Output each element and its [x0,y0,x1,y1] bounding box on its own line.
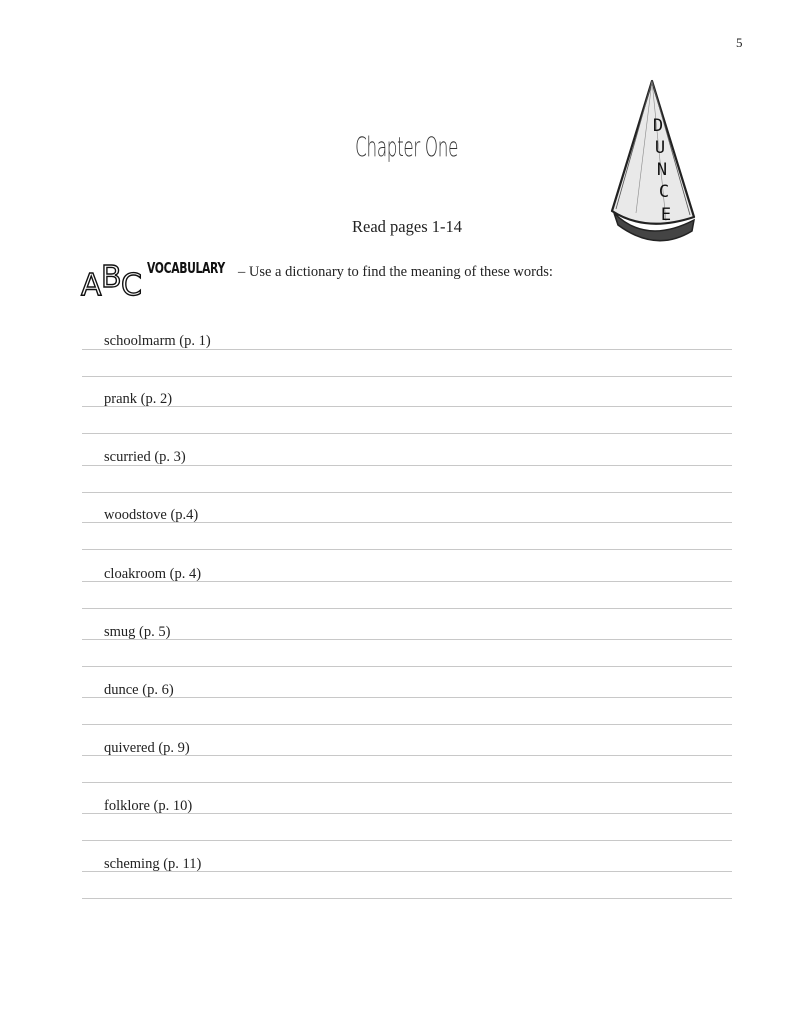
answer-line[interactable] [82,697,732,698]
vocabulary-instructions: – Use a dictionary to find the meaning of these words: [238,264,553,280]
answer-line[interactable] [82,492,732,493]
answer-line[interactable] [82,871,732,872]
vocabulary-word: cloakroom (p. 4) [104,566,202,582]
vocabulary-word: dunce (p. 6) [104,682,174,698]
answer-line[interactable] [82,406,732,407]
vocabulary-word: scurried (p. 3) [104,449,186,465]
dunce-letter: N [656,160,668,180]
abc-letter: B [101,260,122,295]
answer-line[interactable] [82,666,732,667]
vocabulary-word: schoolmarm (p. 1) [104,333,211,349]
answer-line[interactable] [82,782,732,783]
answer-line[interactable] [82,376,732,377]
answer-line[interactable] [82,755,732,756]
vocabulary-word: smug (p. 5) [104,624,171,640]
dunce-letter: U [654,138,666,158]
vocabulary-word: woodstove (p.4) [104,507,199,523]
answer-line[interactable] [82,581,732,582]
vocabulary-word: folklore (p. 10) [104,798,193,814]
answer-line[interactable] [82,724,732,725]
vocabulary-word: prank (p. 2) [104,391,173,407]
dunce-letter: E [660,205,672,225]
vocabulary-word: quivered (p. 9) [104,740,190,756]
answer-line[interactable] [82,549,732,550]
dunce-letter: C [658,182,670,202]
answer-line[interactable] [82,608,732,609]
read-pages-instruction: Read pages 1-14 [352,217,462,236]
abc-letter: C [121,268,142,300]
answer-line[interactable] [82,813,732,814]
answer-line[interactable] [82,898,732,899]
vocabulary-label: VOCABULARY [147,259,225,277]
abc-letter: A [81,268,102,300]
answer-line[interactable] [82,639,732,640]
chapter-title: Chapter One [355,132,459,163]
answer-line[interactable] [82,465,732,466]
vocabulary-word: scheming (p. 11) [104,856,202,872]
answer-line[interactable] [82,433,732,434]
answer-line[interactable] [82,522,732,523]
dunce-letter: D [652,116,664,136]
page-number: 5 [736,35,743,50]
answer-line[interactable] [82,349,732,350]
answer-line[interactable] [82,840,732,841]
